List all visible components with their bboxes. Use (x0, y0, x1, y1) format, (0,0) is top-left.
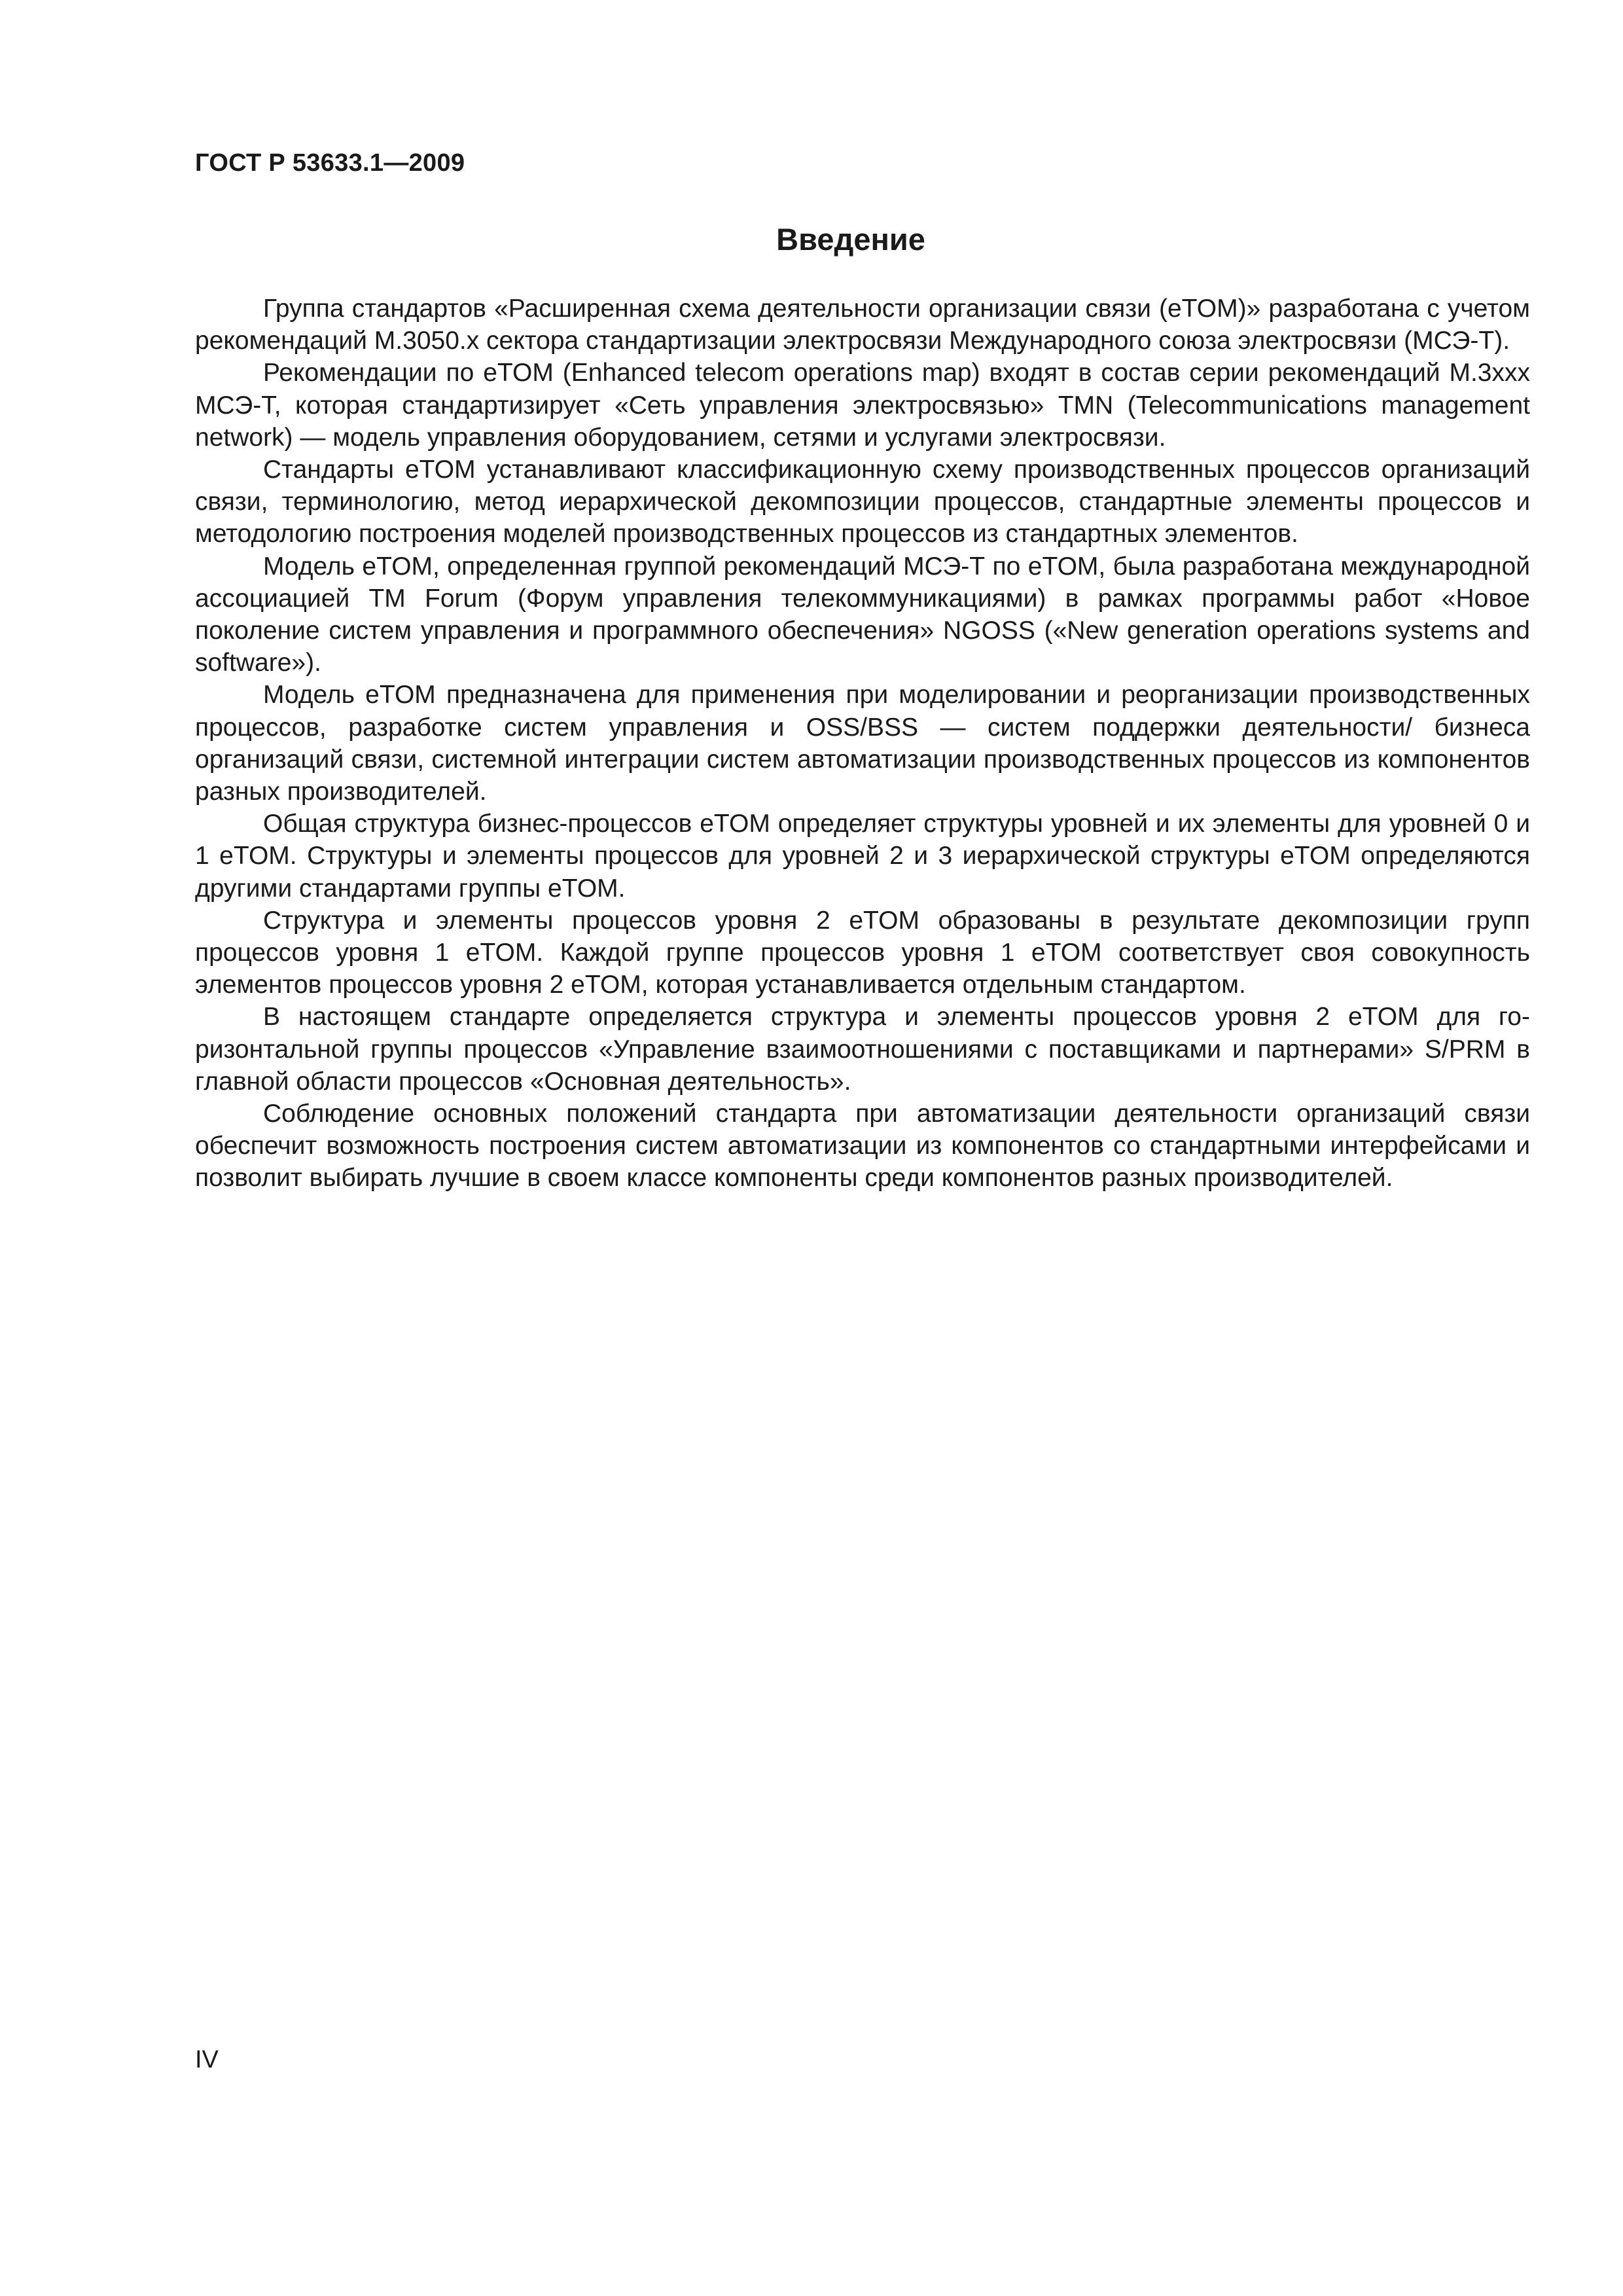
paragraph-8: В настоящем стандарте определяется структура и элементы процессов уровня 2 eTOM для горизонтальной группы процессов «Управление взаимоотношениями с поставщиками и партнерами» S/PRM в главной области процессов «Основная деятельность». (195, 1003, 1530, 1096)
section-title: Введение (776, 222, 925, 257)
paragraph-1: Группа стандартов «Расширенная схема деятельности организации связи (eTOM)» разработана с учетом рекомендаций М.3050.х сектора стандартизации электросвязи Международного союза электросвязи (МСЭ-Т). (195, 295, 1530, 355)
paragraph-4: Модель eTOM, определенная группой рекомендаций МСЭ-Т по eTOM, была разработана международной ассоциацией TM Forum (Форум управления телекоммуникациями) в рамках программы работ «Новое поколение систем управления и программного обеспечения» NGOSS («New generation operations systems and software»). (195, 552, 1530, 677)
paragraph-7: Структура и элементы процессов уровня 2 eTOM образованы в результате декомпозиции групп процессов уровня 1 eTOM. Каждой группе процессов уровня 1 eTOM соответствует своя совокупность элементов процессов уровня 2 eTOM, которая устанавливается отдельным стандартом. (195, 906, 1530, 999)
paragraph-9: Соблюдение основных положений стандарта при автоматизации деятельности организаций связи обеспечит возможность построения систем автоматизации из компонентов со стандартными интерфейсами и позволит выбирать лучшие в своем классе компоненты среди компонентов разных производителей. (195, 1100, 1530, 1193)
paragraph-6: Общая структура бизнес-процессов eTOM определяет структуры уровней и их элементы для уровней 0 и 1 eTOM. Структуры и элементы процессов для уровней 2 и 3 иерархической структуры eTOM определяются другими стандартами группы eTOM. (195, 810, 1530, 903)
standard-code-header: ГОСТ Р 53633.1—2009 (195, 149, 465, 177)
body-text (195, 293, 1530, 1194)
paragraph-5: Модель eTOM предназначена для применения при моделировании и реорганизации производственных процессов, разработке систем управления и OSS/BSS — систем поддержки деятельности/ бизнеса организаций связи, системной интеграции систем автоматизации производственных процессов из компонентов разных производителей. (195, 681, 1530, 806)
paragraph-2: Рекомендации по eTOM (Enhanced telecom operations map) входят в состав серии рекомендаций М.3ххх МСЭ-Т, которая стандартизирует «Сеть управления электросвязью» TMN (Telecommunications management network) — модель управления оборудованием, сетями и услугами электросвязи. (195, 359, 1530, 452)
paragraph-3: Стандарты eTOM устанавливают классификационную схему производственных процессов организаций связи, терминологию, метод иерархической декомпозиции процессов, стандартные элементы процессов и методологию построения моделей производственных процессов из стандартных элементов. (195, 456, 1530, 548)
page-number: IV (195, 2046, 219, 2073)
